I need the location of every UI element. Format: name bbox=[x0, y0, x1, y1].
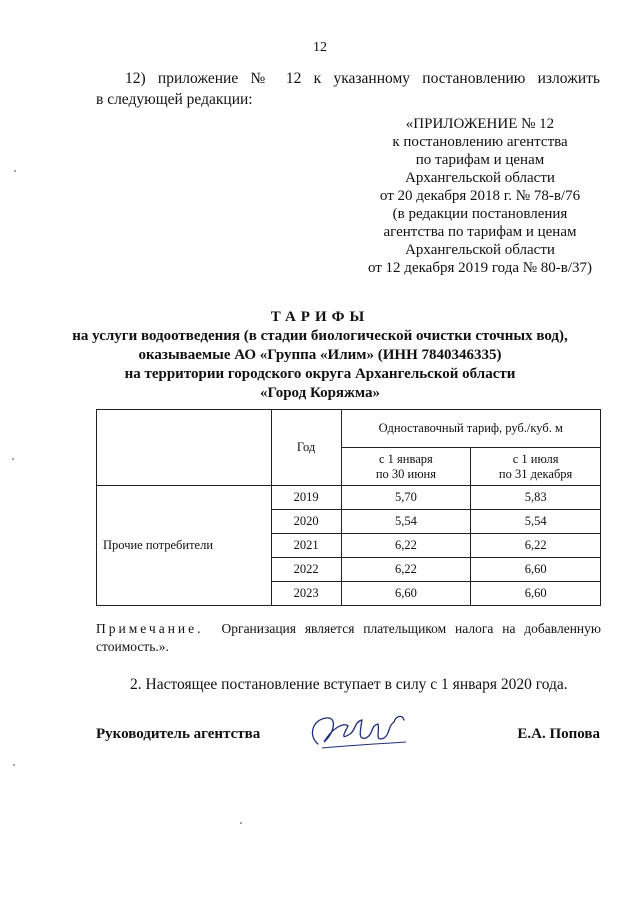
appendix-line: «ПРИЛОЖЕНИЕ № 12 bbox=[405, 116, 555, 132]
header-empty-cell bbox=[97, 410, 272, 486]
appendix-header bbox=[360, 115, 600, 277]
tariff-h2-cell: 6,60 bbox=[471, 582, 601, 606]
tariff-h1-cell: 6,60 bbox=[341, 582, 471, 606]
tariff-h1-cell: 6,22 bbox=[341, 558, 471, 582]
intro-line-1: 12) приложение № 12 к указанному постановлению изложить bbox=[125, 70, 600, 87]
handwritten-signature bbox=[304, 708, 414, 756]
year-cell: 2023 bbox=[271, 582, 341, 606]
header-year: Год bbox=[271, 410, 341, 486]
year-cell: 2022 bbox=[271, 558, 341, 582]
header-first-half: с 1 января по 30 июня bbox=[341, 448, 471, 486]
tariff-h1-cell: 5,54 bbox=[341, 510, 471, 534]
table-header-row bbox=[97, 410, 601, 448]
appendix-line: по тарифам и ценам bbox=[415, 152, 545, 168]
appendix-line: к постановлению агентства bbox=[392, 134, 568, 150]
scan-speck bbox=[14, 170, 16, 172]
intro-line-2: в следующей редакции: bbox=[96, 91, 253, 108]
tariff-table bbox=[96, 409, 601, 606]
year-cell: 2021 bbox=[271, 534, 341, 558]
appendix-line: от 20 декабря 2018 г. № 78-в/76 bbox=[379, 188, 581, 204]
scan-speck bbox=[240, 822, 242, 824]
header-second-half: с 1 июля по 31 декабря bbox=[471, 448, 601, 486]
final-paragraph: 2. Настоящее постановление вступает в силу с 1 января 2020 года. bbox=[130, 676, 568, 693]
page-number: 12 bbox=[313, 40, 327, 55]
scan-speck bbox=[13, 764, 15, 766]
title-line: на территории городского округа Архангельской области bbox=[124, 366, 516, 382]
tariff-h2-cell: 5,54 bbox=[471, 510, 601, 534]
year-cell: 2020 bbox=[271, 510, 341, 534]
table-note bbox=[96, 620, 601, 656]
signer-title: Руководитель агентства bbox=[96, 726, 261, 742]
appendix-line: (в редакции постановления bbox=[392, 206, 568, 222]
appendix-line: Архангельской области bbox=[405, 170, 555, 186]
year-cell: 2019 bbox=[271, 486, 341, 510]
table-row bbox=[97, 486, 601, 510]
appendix-line: от 12 декабря 2019 года № 80-в/37) bbox=[367, 260, 593, 276]
appendix-line: агентства по тарифам и ценам bbox=[383, 224, 577, 240]
document-title bbox=[60, 308, 580, 403]
tariff-h2-cell: 6,22 bbox=[471, 534, 601, 558]
title-line: оказываемые АО «Группа «Илим» (ИНН 7840346335) bbox=[138, 347, 502, 363]
title-heading: ТАРИФЫ bbox=[270, 309, 370, 325]
tariff-h2-cell: 6,60 bbox=[471, 558, 601, 582]
tariff-h1-cell: 5,70 bbox=[341, 486, 471, 510]
tariff-h2-cell: 5,83 bbox=[471, 486, 601, 510]
note-label: Примечание. bbox=[96, 621, 204, 636]
tariff-h1-cell: 6,22 bbox=[341, 534, 471, 558]
header-tariff: Одноставочный тариф, руб./куб. м bbox=[341, 410, 600, 448]
title-line: «Город Коряжма» bbox=[259, 385, 381, 401]
title-line: на услуги водоотведения (в стадии биологической очистки сточных вод), bbox=[72, 328, 568, 344]
signer-name: Е.А. Попова bbox=[517, 726, 600, 742]
scan-speck bbox=[12, 458, 14, 460]
note-text: Организация является плательщиком налога на добавленную стоимость.». bbox=[96, 621, 601, 654]
appendix-line: Архангельской области bbox=[405, 242, 555, 258]
category-cell: Прочие потребители bbox=[97, 486, 272, 606]
